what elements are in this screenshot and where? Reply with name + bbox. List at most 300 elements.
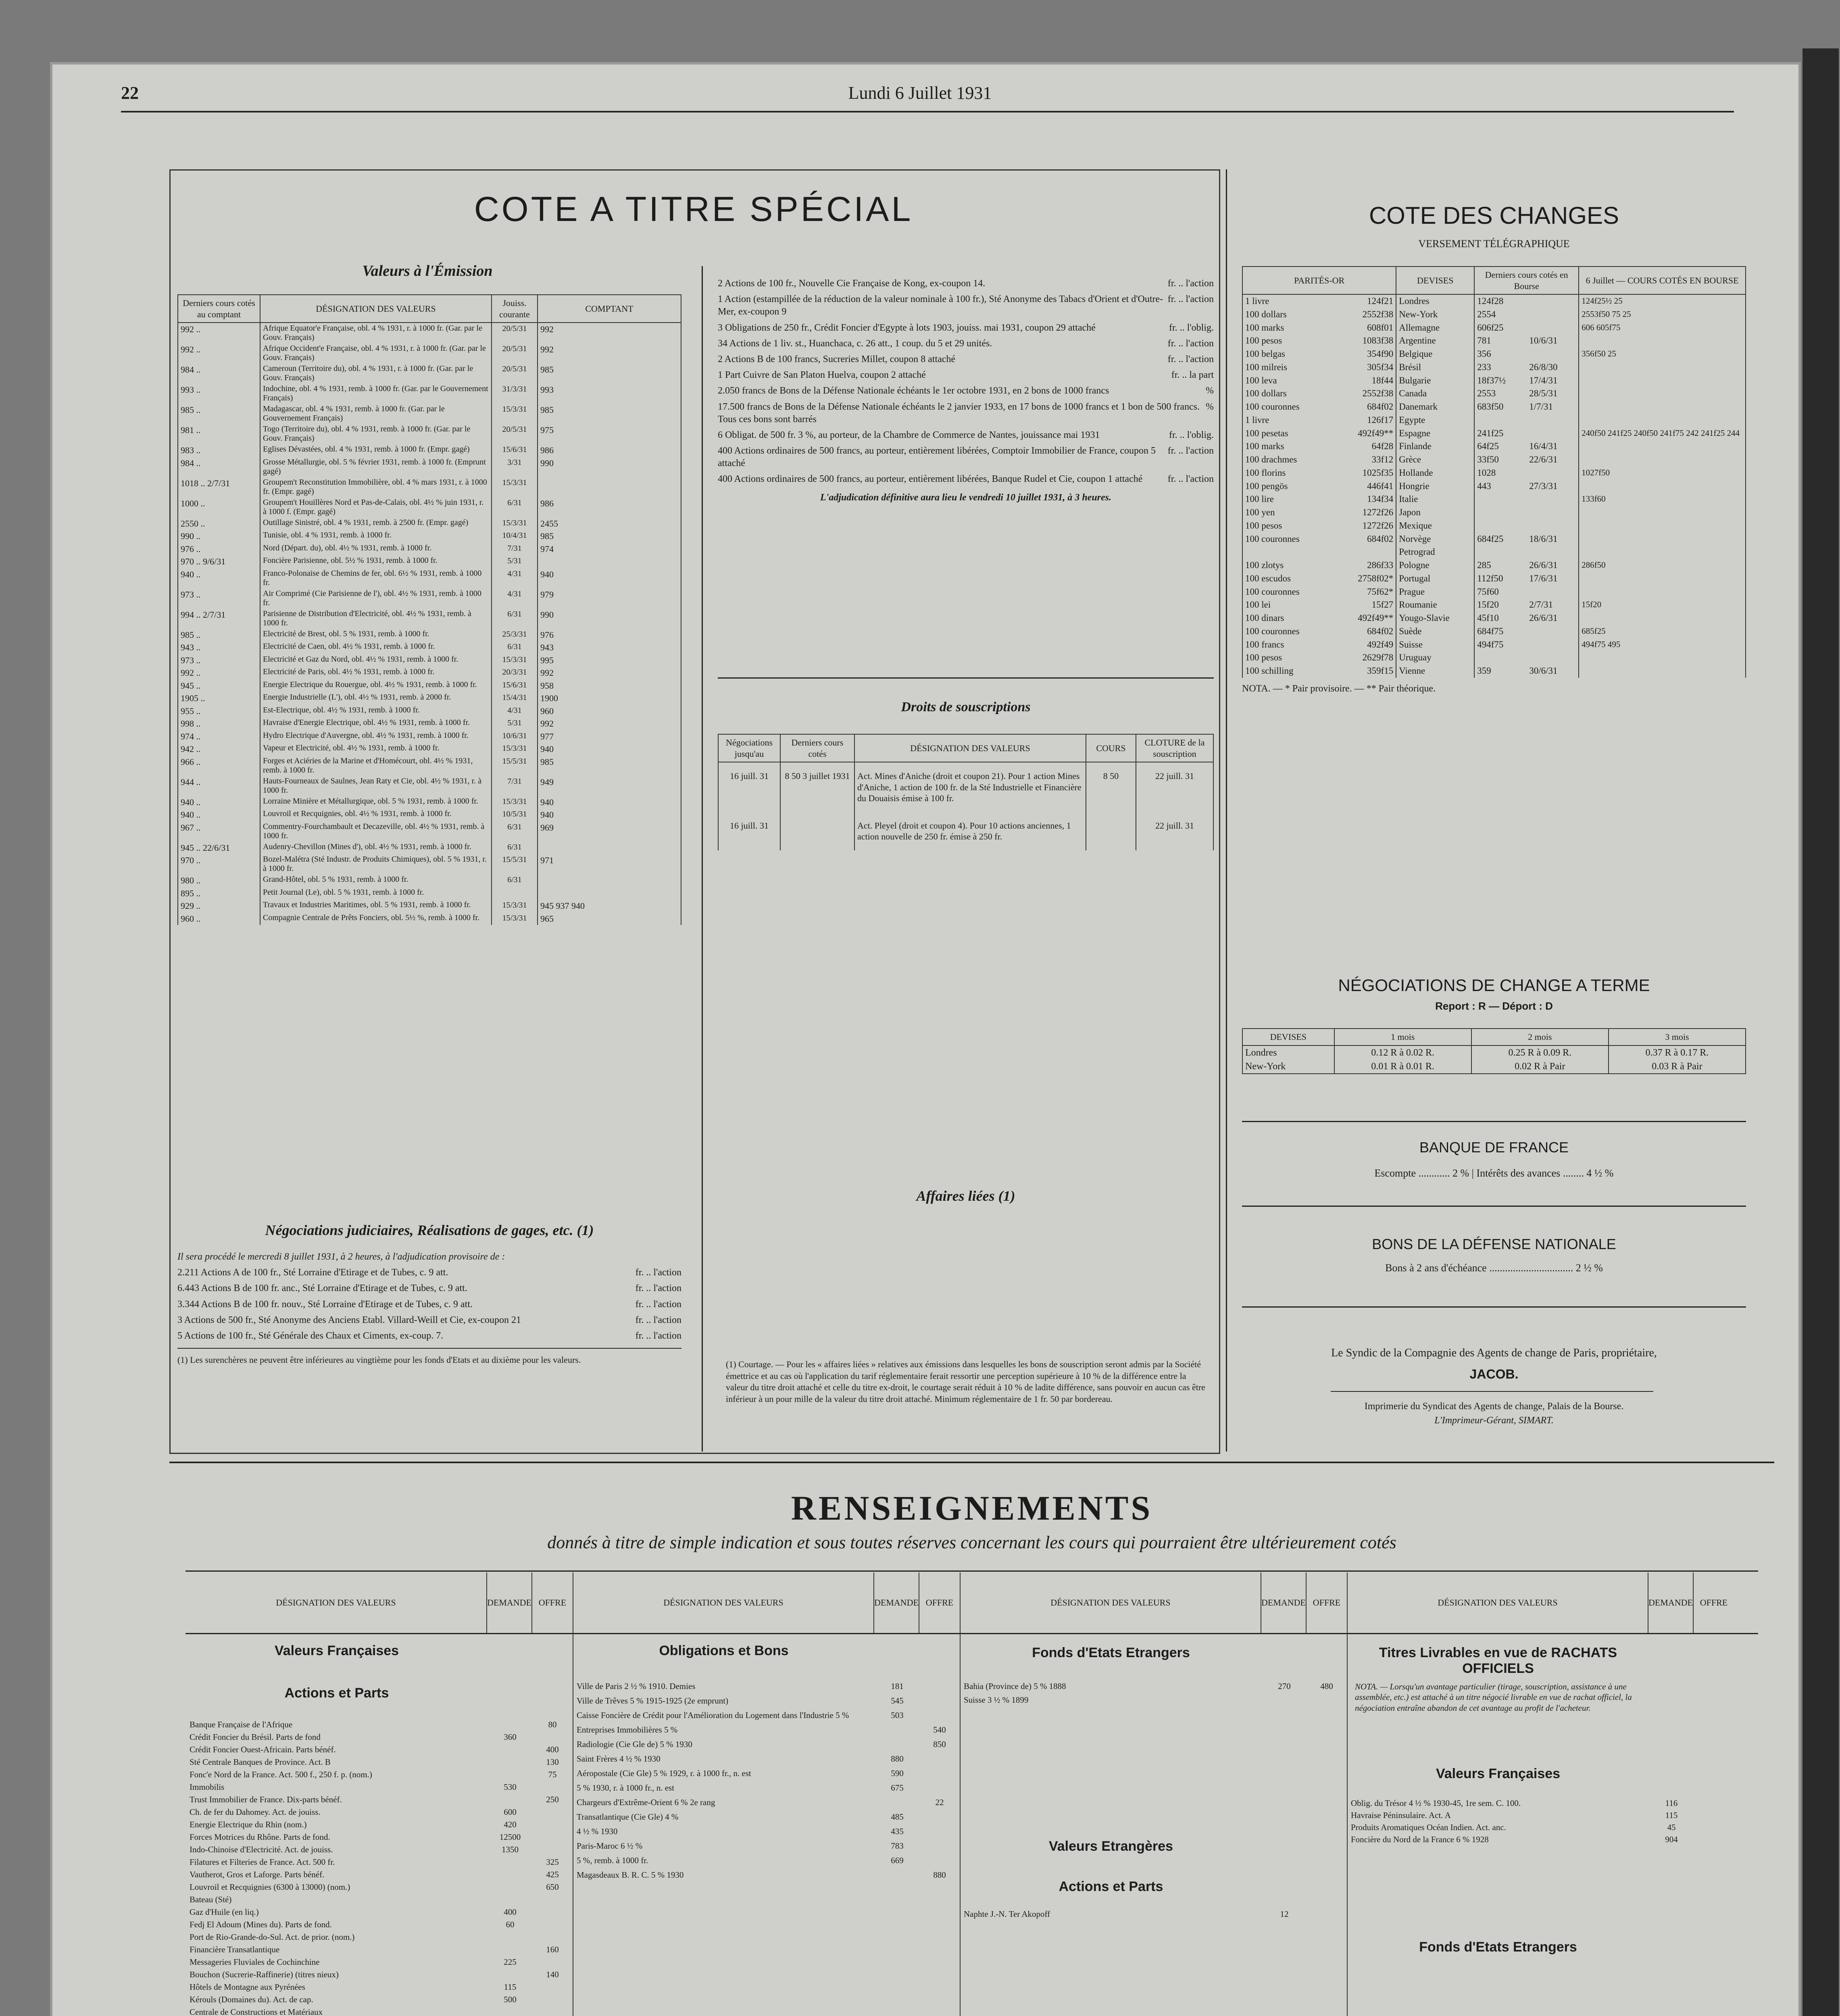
souscription-cell: 16 juill. 31 [718,762,780,812]
jouissance-cell: 5/31 [492,717,538,730]
list-item-label: 400 Actions ordinaires de 500 francs, au porteur, entièrement libérées, Comptoir Immobilier de France, coupon 5 attaché [718,446,1156,469]
jouissance-cell: 15/3/31 [492,796,538,809]
renseignements-item-label: Havraise Péninsulaire. Act. A [1351,1810,1451,1820]
dernier-cours-cell: 15f20 [1474,598,1527,612]
derniers-cours-cell: 944 .. [178,776,260,796]
designation-cell: Madagascar, obl. 4 % 1931, remb. à 1000 fr. (Gar. par le Gouvernement Français) [260,404,492,424]
terme-cell: Londres [1242,1045,1334,1060]
renseignements-item-label: Fedj El Adoum (Mines du). Parts de fond. [190,1920,332,1929]
table-row [178,730,681,743]
comptant-cell: 960 [538,705,681,718]
derniers-cours-cell: 984 .. [178,363,260,383]
col-comptant: COMPTANT [538,295,681,323]
sous-col-cloture: CLOTURE de la souscription [1136,734,1213,762]
renseignements-heading: Valeurs Françaises [1436,1766,1561,1781]
jouissance-cell: 15/6/31 [492,444,538,457]
judiciaires-section [177,1222,681,1366]
terme-rows [1242,1045,1746,1074]
dernier-cours-cell: 112f50 [1474,572,1527,585]
col-parites: PARITÉS-OR [1242,267,1396,294]
list-item [177,1330,681,1342]
derniers-cours-cell: 895 .. [178,887,260,900]
parite-value-cell: 684f02 [1334,400,1396,414]
table-row [178,477,681,497]
table-row [178,854,681,874]
cours-6-juillet-cell: 685f25 [1579,625,1746,638]
parite-value-cell: 492f49** [1334,427,1396,440]
designation-cell: Vapeur et Electricité, obl. 4½ % 1931, remb. à 1000 fr. [260,743,492,756]
dernier-date-cell: 16/4/31 [1527,440,1579,453]
designation-cell: Est-Electrique, obl. 4½ % 1931, remb. à 1000 fr. [260,705,492,718]
dernier-date-cell: 10/6/31 [1527,334,1579,348]
rens-header-demande: DEMANDE [873,1572,919,1633]
list-item [177,1282,681,1295]
list-item-unit: fr. .. l'oblig. [1169,322,1214,333]
page-number: 22 [121,83,139,103]
jouissance-cell: 20/5/31 [492,323,538,343]
jouissance-cell: 15/3/31 [492,912,538,925]
parite-unit-cell: 100 dinars [1242,612,1334,625]
jouissance-cell: 31/3/31 [492,383,538,404]
dernier-date-cell [1527,585,1579,599]
parite-unit-cell: 100 marks [1242,440,1334,453]
table-row [178,543,681,556]
dernier-date-cell: 28/5/31 [1527,387,1579,400]
derniers-cours-cell: 945 .. 22/6/31 [178,841,260,854]
designation-cell: Groupem't Reconstitution Immobilière, obl. 4 % mars 1931, r. à 1000 fr. (Empr. gagé) [260,477,492,497]
table-row [1242,308,1746,321]
derniers-cours-cell: 929 .. [178,900,260,912]
cote-special-title: COTE A TITRE SPÉCIAL [474,190,913,229]
list-item-unit: fr. .. l'action [1167,446,1214,456]
souscription-cell: 8 50 [1086,762,1136,812]
parite-value-cell: 354f90 [1334,348,1396,361]
devise-cell: Belgique [1396,348,1474,361]
bons-title: BONS DE LA DÉFENSE NATIONALE [1372,1236,1616,1252]
renseignements-heading: Obligations et Bons [659,1643,789,1658]
comptant-cell: 985 [538,530,681,543]
designation-cell: Hauts-Fourneaux de Saulnes, Jean Raty et Cie, obl. 4½ % 1931, r. à 1000 fr. [260,776,492,796]
designation-cell: Hydro Electrique d'Auvergne, obl. 4½ % 1931, remb. à 1000 fr. [260,730,492,743]
souscription-cell [780,812,854,850]
dernier-cours-cell: 2553 [1474,387,1527,400]
renseignements-item-label: Bateau (Sté) [190,1895,232,1904]
changes-rows [1242,294,1746,678]
jouissance-cell: 10/4/31 [492,530,538,543]
derniers-cours-cell: 992 .. [178,666,260,679]
table-row [178,530,681,543]
cours-6-juillet-cell [1579,572,1746,585]
devise-cell: Roumanie [1396,598,1474,612]
dernier-date-cell: 26/8/30 [1527,361,1579,374]
emission-table-wrap [177,294,681,925]
table-row [718,812,1213,850]
parite-unit-cell: 100 pengös [1242,480,1334,493]
table-row [178,717,681,730]
parite-value-cell: 2629f78 [1334,651,1396,664]
comptant-cell: 992 [538,343,681,363]
derniers-cours-cell: 981 .. [178,424,260,444]
list-item [718,369,1214,381]
rens-header-demande: DEMANDE [1261,1572,1306,1633]
renseignements-column [573,1572,960,2016]
list-item [718,337,1214,350]
parite-value-cell: 684f02 [1334,625,1396,638]
derniers-cours-cell: 993 .. [178,383,260,404]
comptant-cell: 965 [538,912,681,925]
jouissance-cell: 6/31 [492,641,538,654]
table-row [178,517,681,530]
dernier-date-cell [1527,519,1579,533]
renseignements-item-offre: 400 [546,1745,559,1754]
list-item [718,429,1214,442]
table-row [178,796,681,809]
renseignements-item-offre: 80 [548,1720,557,1729]
rens-header-designation: DÉSIGNATION DES VALEURS [663,1597,784,1608]
comptant-cell: 992 [538,717,681,730]
jouissance-cell: 6/31 [492,608,538,629]
list-item-unit: fr. .. l'action [635,1299,681,1310]
list-item-unit: fr. .. l'oblig. [1169,429,1214,440]
dernier-cours-cell: 781 [1474,334,1527,348]
dernier-cours-cell: 64f25 [1474,440,1527,453]
table-row [1242,506,1746,519]
designation-cell: Franco-Polonaise de Chemins de fer, obl. 6½ % 1931, remb. à 1000 fr. [260,568,492,588]
bons-line: Bons à 2 ans d'échéance ................................ 2 ½ % [1385,1262,1603,1274]
comptant-cell: 969 [538,821,681,841]
parite-value-cell: 18f44 [1334,374,1396,387]
list-item [177,1266,681,1279]
parite-value-cell: 1025f35 [1334,467,1396,480]
renseignements-item-demande: 600 [504,1807,517,1817]
col-designation: DÉSIGNATION DES VALEURS [260,295,492,323]
adjudication-note: L'adjudication définitive aura lieu le vendredi 10 juillet 1931, à 3 heures. [820,492,1111,503]
table-row [1242,440,1746,453]
parite-unit-cell: 100 pesos [1242,651,1334,664]
list-item-label: 400 Actions ordinaires de 500 francs, au porteur, entièrement libérées, Banque Rudel et Cie, coupon 1 attaché [718,474,1143,485]
syndic-name: JACOB. [1469,1367,1519,1381]
parite-value-cell: 492f49 [1334,638,1396,652]
renseignements-item-demande: 783 [891,1841,904,1851]
devise-cell: Canada [1396,387,1474,400]
designation-cell: Travaux et Industries Maritimes, obl. 5 % 1931, remb. à 1000 fr. [260,900,492,912]
derniers-cours-cell: 992 .. [178,343,260,363]
table-row [178,608,681,629]
jouissance-cell: 4/31 [492,588,538,608]
devise-cell: Argentine [1396,334,1474,348]
designation-cell: Audenry-Chevillon (Mines d'), obl. 4½ % 1931, remb. à 1000 fr. [260,841,492,854]
dernier-cours-cell [1474,506,1527,519]
designation-cell: Commentry-Fourchambault et Decazeville, obl. 4½ % 1931, remb. à 1000 fr. [260,821,492,841]
derniers-cours-cell: 990 .. [178,530,260,543]
cours-6-juillet-cell [1579,374,1746,387]
renseignements-item-label: Messageries Fluviales de Cochinchine [190,1957,320,1967]
table-row [1242,334,1746,348]
table-row [1242,453,1746,467]
cours-6-juillet-cell: 286f50 [1579,559,1746,572]
devise-cell: Grèce [1396,453,1474,467]
terme-cell: 0.01 R à 0.01 R. [1334,1060,1471,1074]
middle-column [718,274,1214,504]
dernier-cours-cell: 18f37½ [1474,374,1527,387]
table-row [1242,546,1746,559]
parite-value-cell: 75f62* [1334,585,1396,599]
renseignements-col-header [573,1572,960,1633]
renseignements-item-label: Suisse 3 ½ % 1899 [964,1695,1029,1705]
derniers-cours-cell: 985 .. [178,404,260,424]
comptant-cell: 940 [538,743,681,756]
list-item [718,445,1214,470]
parite-value-cell: 684f02 [1334,533,1396,546]
parite-unit-cell: 100 couronnes [1242,625,1334,638]
comptant-cell: 990 [538,608,681,629]
parite-unit-cell: 100 lire [1242,493,1334,506]
parite-value-cell: 64f28 [1334,440,1396,453]
derniers-cours-cell: 992 .. [178,323,260,343]
list-item-label: 34 Actions de 1 liv. st., Huanchaca, c. 26 att., 1 coup. du 5 et 29 unités. [718,338,992,349]
comptant-cell: 2455 [538,517,681,530]
page-date: Lundi 6 Juillet 1931 [848,83,992,103]
comptant-cell: 986 [538,444,681,457]
comptant-cell [538,477,681,497]
parite-value-cell: 33f12 [1334,453,1396,467]
cours-6-juillet-cell [1579,612,1746,625]
jouissance-cell: 6/31 [492,874,538,887]
renseignements-item-label: Trust Immobilier de France. Dix-parts bénéf. [190,1795,342,1804]
gerant-line: L'Imprimeur-Gérant, SIMART. [1434,1415,1554,1426]
renseignements-item-label: Energie Electrique du Rhin (nom.) [190,1820,307,1829]
emission-table [177,294,681,925]
table-row [1242,400,1746,414]
table-row [178,424,681,444]
renseignements-item-demande: 904 [1665,1835,1678,1844]
designation-cell: Grosse Métallurgie, obl. 5 % février 1931, remb. à 1000 fr. (Emprunt gagé) [260,457,492,477]
souscriptions-rows [718,762,1213,850]
table-row [178,363,681,383]
rens-header-designation: DÉSIGNATION DES VALEURS [1438,1597,1558,1608]
dernier-date-cell: 17/4/31 [1527,374,1579,387]
comptant-cell: 995 [538,654,681,667]
table-row [178,323,681,343]
terme-cell: 0.37 R à 0.17 R. [1609,1045,1746,1060]
cours-6-juillet-cell [1579,440,1746,453]
devise-cell: Egypte [1396,414,1474,427]
dernier-cours-cell [1474,651,1527,664]
table-row [178,555,681,568]
comptant-cell: 992 [538,666,681,679]
parite-unit-cell: 100 marks [1242,321,1334,335]
renseignements-item-demande: 360 [504,1732,517,1742]
dernier-cours-cell: 443 [1474,480,1527,493]
renseignements-item-label: Filatures et Filteries de France. Act. 500 fr. [190,1857,335,1867]
table-row [178,641,681,654]
table-row [1242,638,1746,652]
dernier-cours-cell: 1028 [1474,467,1527,480]
renseignements-col-header [1348,1572,1734,1633]
renseignements-item-demande: 12500 [499,1832,521,1842]
table-row [178,404,681,424]
renseignements-heading: Fonds d'Etats Etrangers [1419,1939,1577,1955]
renseignements-item-label: Transatlantique (Cie Gle) 4 % [577,1812,679,1822]
table-row [1242,427,1746,440]
table-row [178,666,681,679]
comptant-cell: 990 [538,457,681,477]
table-row [1242,533,1746,546]
jouissance-cell: 15/6/31 [492,679,538,692]
souscription-cell: Act. Mines d'Aniche (droit et coupon 21). Pour 1 action Mines d'Aniche, 1 action de 100 fr. de la Sté Industrielle et Financière du Douaisis émise à 100 fr. [854,762,1086,812]
renseignements-top-rule [169,1462,1774,1463]
renseignements-item-label: Produits Aromatiques Océan Indien. Act. anc. [1351,1822,1506,1832]
renseignements-item-demande: 1350 [502,1845,519,1854]
renseignements-heading: Actions et Parts [1059,1879,1163,1894]
designation-cell: Afrique Equator'e Française, obl. 4 % 1931, r. à 1000 fr. (Gar. par le Gouv. Français) [260,323,492,343]
terme-col-3mois: 3 mois [1609,1029,1746,1045]
table-row [178,808,681,821]
col-derniers-cours: Derniers cours cotés au comptant [178,295,260,323]
dernier-cours-cell: 233 [1474,361,1527,374]
dernier-cours-cell: 124f28 [1474,294,1527,308]
cours-6-juillet-cell: 133f60 [1579,493,1746,506]
cours-6-juillet-cell: 15f20 [1579,598,1746,612]
derniers-cours-cell: 966 .. [178,756,260,776]
renseignements-item-label: Vautherot, Gros et Laforge. Parts bénéf. [190,1870,325,1879]
derniers-cours-cell: 970 .. [178,854,260,874]
parite-unit-cell [1242,546,1334,559]
renseignements-item-offre: 325 [546,1857,559,1867]
table-row [1242,387,1746,400]
devise-cell: Vienne [1396,664,1474,678]
devise-cell: Londres [1396,294,1474,308]
renseignements-item-offre: 880 [933,1870,946,1880]
devise-cell: Portugal [1396,572,1474,585]
renseignements-item-demande: 675 [891,1783,904,1793]
comptant-cell: 1900 [538,692,681,705]
changes-note: NOTA. — * Pair provisoire. — ** Pair théorique. [1242,683,1436,694]
table-row [1242,361,1746,374]
rens-header-offre: OFFRE [1693,1572,1734,1633]
derniers-cours-cell: 976 .. [178,543,260,556]
dernier-cours-cell [1474,414,1527,427]
table-row [178,568,681,588]
renseignements-item-demande: 45 [1667,1822,1676,1832]
table-row [1242,598,1746,612]
parite-value-cell: 124f21 [1334,294,1396,308]
renseignements-item-label: Paris-Maroc 6 ½ % [577,1841,643,1851]
judiciaires-title: Négociations judiciaires, Réalisations de gages, etc. (1) [265,1222,594,1238]
renseignements-item-label: Naphte J.-N. Ter Akopoff [964,1909,1050,1919]
list-item-label: 3.344 Actions B de 100 fr. nouv., Sté Lorraine d'Etirage et de Tubes, c. 9 att. [177,1299,473,1310]
table-row [1242,294,1746,308]
col-cours-6-juillet: 6 Juillet — COURS COTÉS EN BOURSE [1579,267,1746,294]
souscription-cell: 16 juill. 31 [718,812,780,850]
list-item-label: 2.211 Actions A de 100 fr., Sté Lorraine d'Etirage et de Tubes, c. 9 att. [177,1267,448,1278]
parite-unit-cell: 100 dollars [1242,308,1334,321]
banque-rule [1242,1121,1746,1122]
header-rule [121,111,1734,112]
changes-table-wrap [1242,266,1746,695]
table-row [178,679,681,692]
derniers-cours-cell: 994 .. 2/7/31 [178,608,260,629]
cours-6-juillet-cell [1579,519,1746,533]
devise-cell: Allemagne [1396,321,1474,335]
list-item [718,322,1214,334]
dernier-date-cell [1527,546,1579,559]
jouissance-cell: 25/3/31 [492,629,538,641]
dernier-cours-cell: 285 [1474,559,1527,572]
renseignements-heading: Valeurs Etrangères [1048,1839,1173,1854]
comptant-cell: 985 [538,404,681,424]
renseignements-item-label: Hôtels de Montagne aux Pyrénées [190,1982,305,1992]
jouissance-cell: 20/5/31 [492,424,538,444]
renseignements-item-label: 5 % 1930, r. à 1000 fr., n. est [577,1783,675,1793]
terme-cell: 0.12 R à 0.02 R. [1334,1045,1471,1060]
list-item [718,353,1214,366]
renseignements-item-demande: 270 [1278,1681,1291,1691]
rachats-nota: NOTA. — Lorsqu'un avantage particulier (tirage, souscription, assistance à une assemblée, etc.) est attaché à un titre négocié livrable en vue de rachat officiel, la négociation entraîne abandon de cet avantage au profit de l'acheteur. [1355,1682,1632,1713]
dernier-cours-cell: 241f25 [1474,427,1527,440]
dernier-cours-cell [1474,546,1527,559]
jouissance-cell: 20/5/31 [492,363,538,383]
renseignements-item-label: Caisse Foncière de Crédit pour l'Amélioration du Logement dans l'Industrie 5 % [577,1710,849,1720]
parite-value-cell: 305f34 [1334,361,1396,374]
cours-6-juillet-cell: 1027f50 [1579,467,1746,480]
table-row [178,887,681,900]
jouissance-cell: 20/5/31 [492,343,538,363]
renseignements-item-demande: 435 [891,1826,904,1836]
table-row [718,762,1213,812]
designation-cell: Cameroun (Territoire du), obl. 4 % 1931, r. à 1000 fr. (Gar. par le Gouv. Français) [260,363,492,383]
renseignements-item-label: Crédit Foncier du Brésil. Parts de fond [190,1732,321,1742]
parite-unit-cell: 100 belgas [1242,348,1334,361]
rens-header-designation: DÉSIGNATION DES VALEURS [276,1597,396,1608]
dernier-cours-cell: 2554 [1474,308,1527,321]
derniers-cours-cell: 955 .. [178,705,260,718]
renseignements-col-header [961,1572,1347,1633]
table-row [178,457,681,477]
list-item-label: 6.443 Actions B de 100 fr. anc., Sté Lorraine d'Etirage et de Tubes, c. 9 att. [177,1283,467,1294]
list-item-unit: fr. .. l'action [1167,354,1214,364]
judiciaires-rule [177,1348,681,1349]
derniers-cours-cell: 943 .. [178,641,260,654]
renseignements-item-label: Bouchon (Sucrerie-Raffinerie) (titres nieux) [190,1970,339,1979]
devise-cell: Italie [1396,493,1474,506]
parite-unit-cell: 100 couronnes [1242,533,1334,546]
renseignements-item-offre: 140 [546,1970,559,1979]
renseignements-item-label: Forces Motrices du Rhône. Parts de fond. [190,1832,330,1842]
comptant-cell: 993 [538,383,681,404]
derniers-cours-cell: 980 .. [178,874,260,887]
derniers-cours-cell: 1905 .. [178,692,260,705]
rens-header-designation: DÉSIGNATION DES VALEURS [1050,1597,1171,1608]
list-item-unit: % [1206,401,1214,412]
list-item-label: 17.500 francs de Bons de la Défense Nationale échéants le 2 janvier 1933, en 17 bons de 1000 francs et 1 bon de 500 francs. Tous ces bons sont barrés [718,401,1200,425]
table-row [178,841,681,854]
dernier-date-cell: 22/6/31 [1527,453,1579,467]
parite-value-cell: 608f01 [1334,321,1396,335]
terme-col-devises: DEVISES [1242,1029,1334,1045]
comptant-cell: 976 [538,629,681,641]
jouissance-cell: 10/5/31 [492,808,538,821]
parite-unit-cell: 100 milreis [1242,361,1334,374]
comptant-cell: 992 [538,323,681,343]
renseignements-item-offre: 480 [1320,1681,1333,1691]
col-derniers-bourse: Derniers cours cotés en Bourse [1474,267,1579,294]
list-item-unit: fr. .. l'action [635,1314,681,1325]
cours-6-juillet-cell [1579,546,1746,559]
cours-6-juillet-cell [1579,400,1746,414]
list-item [177,1314,681,1327]
comptant-cell: 986 [538,497,681,517]
